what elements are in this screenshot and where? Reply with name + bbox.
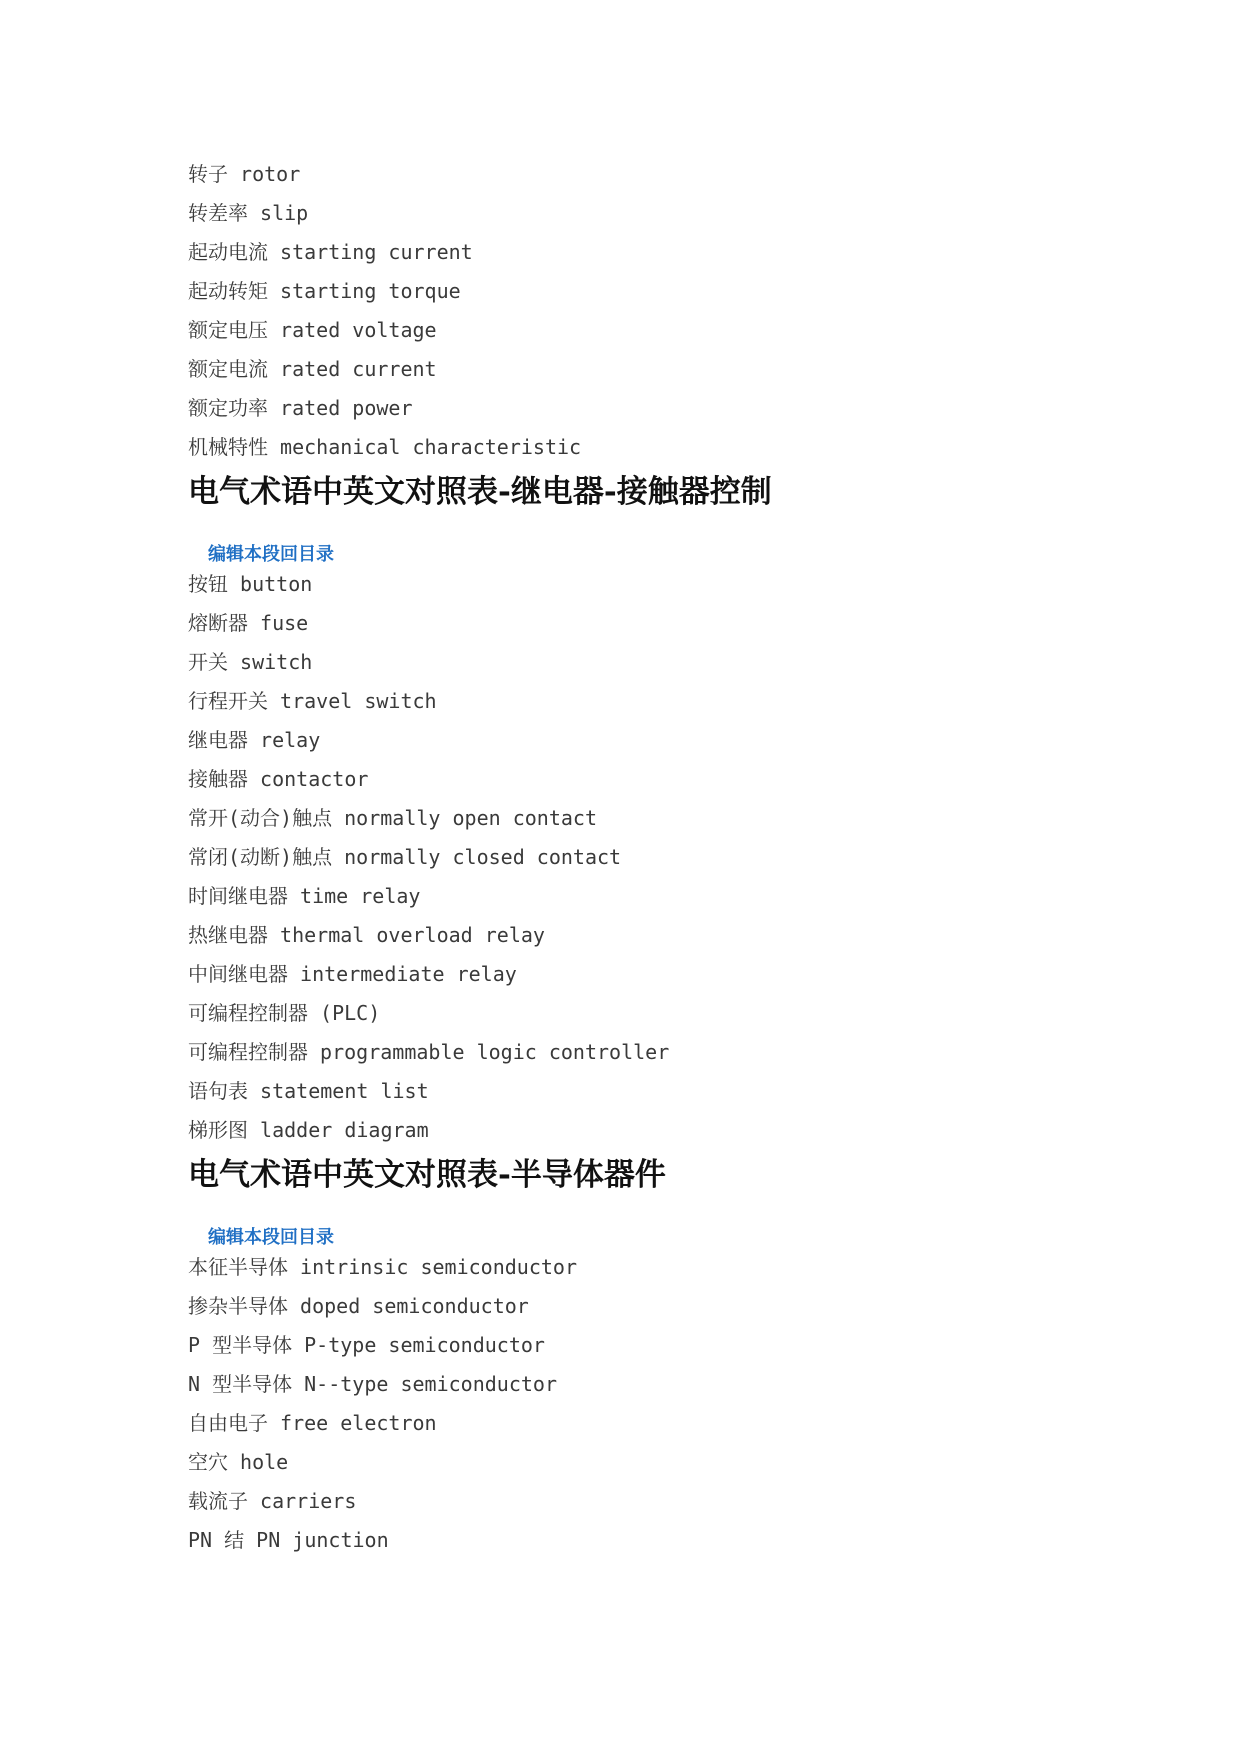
term-item: 按钮 button <box>188 572 313 596</box>
term-item: 可编程控制器 (PLC) <box>188 1001 381 1025</box>
term-item: 自由电子 free electron <box>188 1411 437 1435</box>
term-item: 额定电流 rated current <box>188 357 437 381</box>
term-list-relay-contactor <box>188 565 1148 1150</box>
term-list-motor <box>188 155 1148 467</box>
term-item: 熔断器 fuse <box>188 611 309 635</box>
term-item: 起动电流 starting current <box>188 240 473 264</box>
term-item: 常开(动合)触点 normally open contact <box>188 806 597 830</box>
term-item: 中间继电器 intermediate relay <box>188 962 517 986</box>
term-item: 转子 rotor <box>188 162 301 186</box>
term-item: 机械特性 mechanical characteristic <box>188 435 582 459</box>
back-to-toc-link[interactable]: 回目录 <box>280 1227 334 1248</box>
edit-section-link[interactable]: 编辑本段 <box>208 544 280 565</box>
document-page <box>188 155 1148 1560</box>
term-list-semiconductor <box>188 1248 1148 1560</box>
term-item: 开关 switch <box>188 650 313 674</box>
term-item: 空穴 hole <box>188 1450 289 1474</box>
term-item: 梯形图 ladder diagram <box>188 1118 429 1142</box>
term-item: 常闭(动断)触点 normally closed contact <box>188 845 622 869</box>
term-item: 转差率 slip <box>188 201 309 225</box>
section-title-relay-contactor: 电气术语中英文对照表-继电器-接触器控制 <box>188 474 772 510</box>
edit-section-link[interactable]: 编辑本段 <box>208 1227 280 1248</box>
back-to-toc-link[interactable]: 回目录 <box>280 544 334 565</box>
section-links <box>188 1200 1148 1248</box>
term-item: 热继电器 thermal overload relay <box>188 923 545 947</box>
section-links <box>188 517 1148 565</box>
section-title-semiconductor: 电气术语中英文对照表-半导体器件 <box>188 1157 666 1193</box>
term-item: 掺杂半导体 doped semiconductor <box>188 1294 529 1318</box>
term-item: 起动转矩 starting torque <box>188 279 461 303</box>
term-item: P 型半导体 P-type semiconductor <box>188 1333 545 1357</box>
term-item: 额定功率 rated power <box>188 396 413 420</box>
term-item: 继电器 relay <box>188 728 321 752</box>
term-item: 载流子 carriers <box>188 1489 357 1513</box>
term-item: 额定电压 rated voltage <box>188 318 437 342</box>
term-item: PN 结 PN junction <box>188 1528 389 1552</box>
term-item: 可编程控制器 programmable logic controller <box>188 1040 670 1064</box>
term-item: N 型半导体 N--type semiconductor <box>188 1372 557 1396</box>
term-item: 时间继电器 time relay <box>188 884 421 908</box>
term-item: 语句表 statement list <box>188 1079 429 1103</box>
term-item: 行程开关 travel switch <box>188 689 437 713</box>
term-item: 本征半导体 intrinsic semiconductor <box>188 1255 577 1279</box>
term-item: 接触器 contactor <box>188 767 369 791</box>
